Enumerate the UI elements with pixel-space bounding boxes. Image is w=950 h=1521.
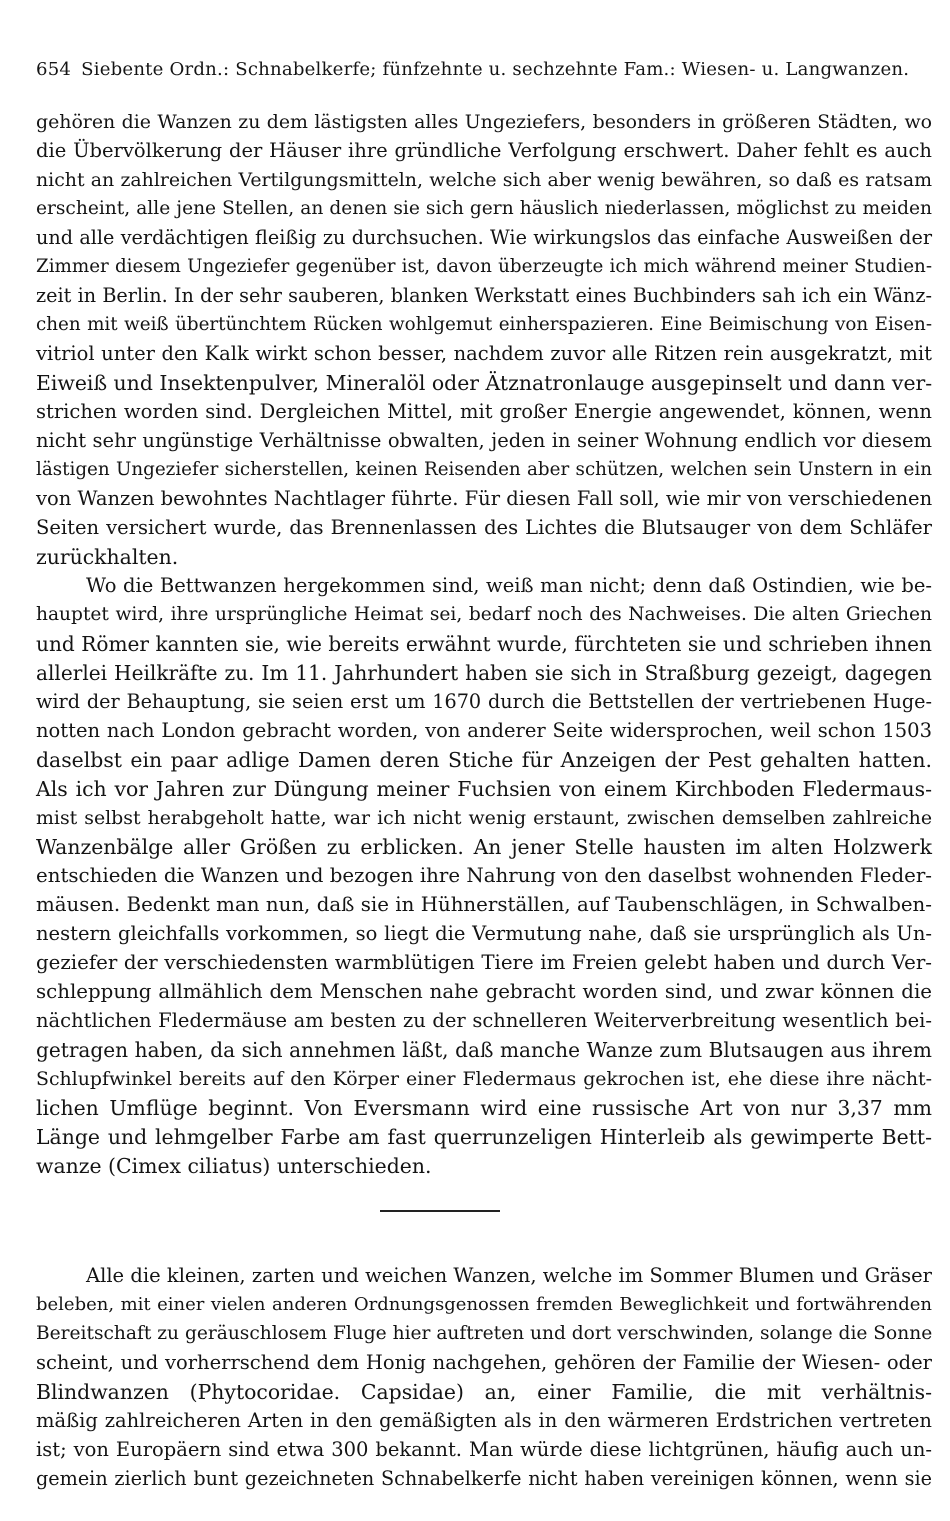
- text-line: gemein zierlich bunt gezeichneten Schnabelkerfe nicht haben vereinigen können, wenn sie: [36, 1467, 932, 1490]
- text-line: die Übervölkerung der Häuser ihre gründliche Verfolgung erschwert. Daher fehlt es auch: [36, 139, 932, 162]
- text-line: scheint, und vorherrschend dem Honig nachgehen, gehören der Familie der Wiesen- oder: [36, 1351, 932, 1374]
- text-line: mäusen. Bedenkt man nun, daß sie in Hühnerställen, auf Taubenschlägen, in Schwalben-: [36, 893, 932, 916]
- text-line: Bereitschaft zu geräuschlosem Fluge hier auftreten und dort verschwinden, solange die Sonne: [36, 1323, 933, 1344]
- text-line: vitriol unter den Kalk wirkt schon besser, nachdem zuvor alle Ritzen rein ausgekratzt, mit: [36, 342, 932, 365]
- text-line: Wanzenbälge aller Größen zu erblicken. An jener Stelle hausten im alten Holzwerk: [36, 835, 932, 859]
- text-line: Schlupfwinkel bereits auf den Körper einer Fledermaus gekrochen ist, ehe diese ihre nächt-: [36, 1068, 932, 1090]
- text-line: entschieden die Wanzen und bezogen ihre Nahrung von den daselbst wohnenden Fleder-: [36, 864, 932, 887]
- text-line: nestern gleichfalls vorkommen, so liegt die Vermutung nahe, daß sie ursprünglich als Un-: [36, 922, 932, 945]
- text-line: erscheint, alle jene Stellen, an denen sie sich gern häuslich niederlassen, möglichst zu meiden: [36, 198, 932, 219]
- text-line: beleben, mit einer vielen anderen Ordnungsgenossen fremden Beweglichkeit und fortwährenden: [36, 1294, 932, 1315]
- text-line: Blindwanzen (Phytocoridae. Capsidae) an, einer Familie, die mit verhältnis-: [36, 1380, 932, 1404]
- text-line: und alle verdächtigen fleißig zu durchsuchen. Wie wirkungslos das einfache Ausweißen der: [36, 226, 932, 249]
- text-line: Länge und lehmgelber Farbe am fast querrunzeligen Hinterleib als gewimperte Bett-: [36, 1125, 932, 1149]
- text-line: von Wanzen bewohntes Nachtlager führte. Für diesen Fall soll, wie mir von verschiedenen: [36, 487, 933, 510]
- text-line: hauptet wird, ihre ursprüngliche Heimat sei, bedarf noch des Nachweises. Die alten Griechen: [36, 604, 932, 625]
- text-line: nicht sehr ungünstige Verhältnisse obwalten, jeden in seiner Wohnung endlich vor diesem: [36, 429, 932, 452]
- text-line: nächtlichen Fledermäuse am besten zu der schnelleren Weiterverbreitung wesentlich bei-: [36, 1009, 932, 1032]
- text-line: Als ich vor Jahren zur Düngung meiner Fuchsien von einem Kirchboden Fledermaus-: [36, 777, 932, 801]
- text-line: schleppung allmählich dem Menschen nahe gebracht worden sind, und zwar können die: [36, 980, 932, 1003]
- text-line: getragen haben, da sich annehmen läßt, daß manche Wanze zum Blutsaugen aus ihrem: [36, 1038, 932, 1062]
- text-line: gehören die Wanzen zu dem lästigsten alles Ungeziefers, besonders in größeren Städten, wo: [36, 111, 932, 133]
- section-divider: [380, 1210, 500, 1212]
- text-line: daselbst ein paar adlige Damen deren Stiche für Anzeigen der Pest gehalten hatten.: [36, 748, 932, 772]
- text-line: geziefer der verschiedensten warmblütigen Tiere im Freien gelebt haben und durch Ver-: [36, 951, 932, 974]
- page-number: 654: [36, 59, 72, 80]
- text-line: strichen worden sind. Dergleichen Mittel, mit großer Energie angewendet, können, wenn: [36, 400, 932, 423]
- text-line: nicht an zahlreichen Vertilgungsmitteln, welche sich aber wenig bewähren, so daß es ratsam: [36, 169, 932, 191]
- text-line: notten nach London gebracht worden, von anderer Seite widersprochen, weil schon 1503: [36, 719, 932, 742]
- text-line: lichen Umflüge beginnt. Von Eversmann wird eine russische Art von nur 3,37 mm: [36, 1096, 932, 1120]
- text-line: und Römer kannten sie, wie bereits erwähnt wurde, fürchteten sie und schrieben ihnen: [36, 632, 932, 656]
- text-line: chen mit weiß übertünchtem Rücken wohlgemut einherspazieren. Eine Beimischung von Eisen-: [36, 314, 932, 335]
- text-line: wanze (Cimex ciliatus) unterschieden.: [36, 1154, 432, 1178]
- text-line: ist; von Europäern sind etwa 300 bekannt. Man würde diese lichtgrünen, häufig auch un-: [36, 1438, 932, 1461]
- text-line: Wo die Bettwanzen hergekommen sind, weiß man nicht; denn daß Ostindien, wie be-: [86, 574, 932, 597]
- text-line: Alle die kleinen, zarten und weichen Wanzen, welche im Sommer Blumen und Gräser: [86, 1264, 932, 1287]
- running-header: [36, 56, 916, 84]
- text-line: zurückhalten.: [36, 545, 179, 569]
- text-line: mäßig zahlreicheren Arten in den gemäßigten als in den wärmeren Erdstrichen vertreten: [36, 1409, 932, 1432]
- text-line: Seiten versichert wurde, das Brennenlassen des Lichtes die Blutsauger von dem Schläfer: [36, 516, 932, 539]
- text-line: allerlei Heilkräfte zu. Im 11. Jahrhundert haben sie sich in Straßburg gezeigt, dagegen: [36, 661, 932, 685]
- text-line: lästigen Ungeziefer sicherstellen, keinen Reisenden aber schützen, welchen sein Unstern in ein: [36, 459, 932, 480]
- text-line: Eiweiß und Insektenpulver, Mineralöl oder Ätznatronlauge ausgepinselt und dann ver-: [36, 371, 933, 395]
- text-line: zeit in Berlin. In der sehr sauberen, blanken Werkstatt eines Buchbinders sah ich ein Wänz-: [36, 284, 932, 307]
- text-line: wird der Behauptung, sie seien erst um 1670 durch die Bettstellen der vertriebenen Huge-: [36, 690, 932, 713]
- running-title: Siebente Ordn.: Schnabelkerfe; fünfzehnte u. sechzehnte Fam.: Wiesen- u. Langwanzen.: [81, 59, 910, 80]
- text-line: Zimmer diesem Ungeziefer gegenüber ist, davon überzeugte ich mich während meiner Studien-: [36, 256, 932, 277]
- text-line: mist selbst herabgeholt hatte, war ich nicht wenig erstaunt, zwischen demselben zahlreiche: [36, 807, 932, 829]
